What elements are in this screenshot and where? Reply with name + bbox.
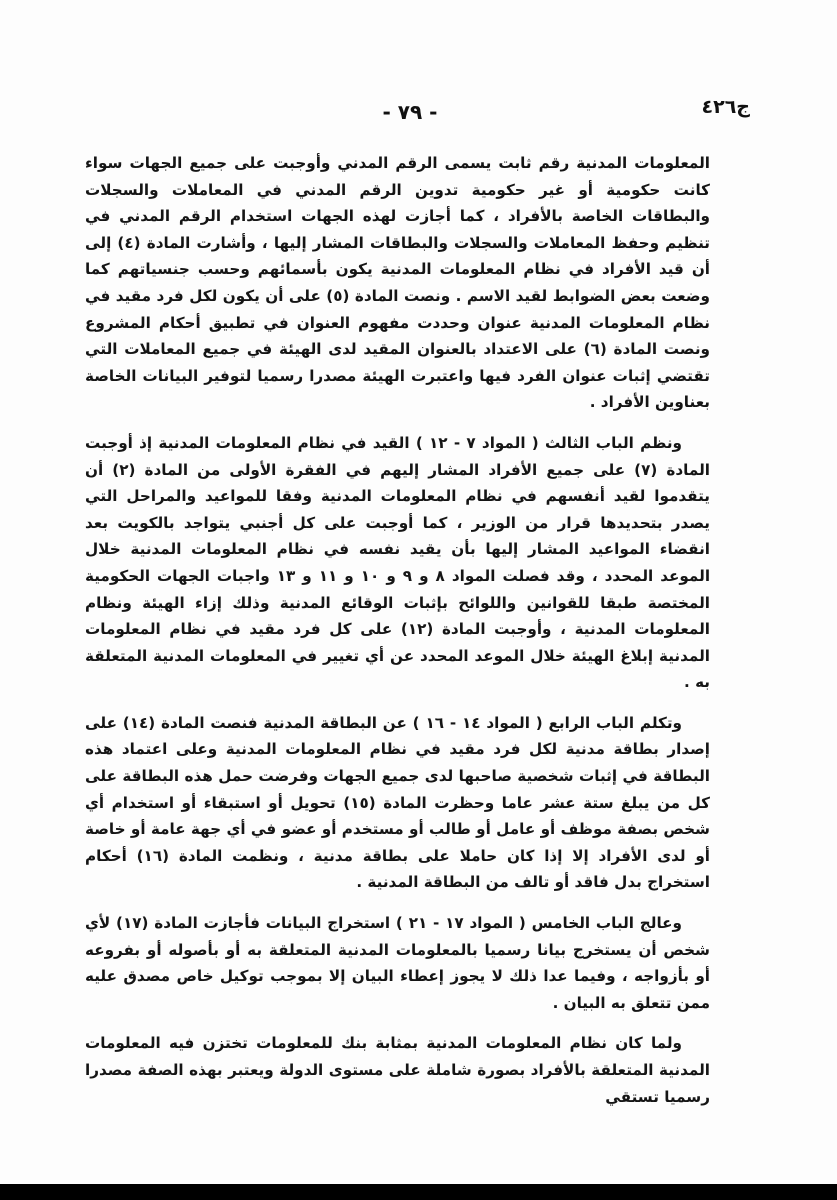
page-number: - ٧٩ - [382,100,438,124]
paragraph-civil-number: المعلومات المدنية رقم ثابت يسمى الرقم المدني وأوجبت على جميع الجهات سواء كانت حكومية أو غير حكومية تدوين الرقم المدني في المعاملات والسجلات والبطاقات الخاصة بالأفراد ، كما أجازت لهذه الجهات استخدام الرقم المدني في تنظيم وحفظ المعاملات والسجلات والبطاقات المشار إليها ، وأشارت المادة (٤) إلى أن قيد الأفراد في نظام المعلومات المدنية يكون بأسمائهم وحسب جنسياتهم كما وضعت بعض الضوابط لقيد الاسم . ونصت المادة (٥) على أن يكون لكل فرد مقيد في نظام المعلومات المدنية عنوان وحددت مفهوم العنوان في تطبيق أحكام المشروع ونصت المادة (٦) على الاعتداد بالعنوان المقيد لدى الهيئة في جميع المعاملات التي تقتضي إثبات عنوان الفرد فيها واعتبرت الهيئة مصدرا رسميا لتوفير البيانات الخاصة بعناوين الأفراد . [85,154,710,412]
document-body [85,150,710,1124]
scan-bottom-border [0,1184,837,1200]
page-header [90,96,750,136]
paragraph-information-bank: ولما كان نظام المعلومات المدنية بمثابة بنك للمعلومات تختزن فيه المعلومات المدنية المتعلقة بالأفراد بصورة شاملة على مستوى الدولة ويعتبر بهذه الصفة مصدرا رسميا تستقي [85,1034,710,1106]
page-reference: ج٤٢٦ [701,96,750,118]
paragraph-chapter-four: وتكلم الباب الرابع ( المواد ١٤ - ١٦ ) عن البطاقة المدنية فنصت المادة (١٤) على إصدار بطاقة مدنية لكل فرد مقيد في نظام المعلومات المدنية وعلى اعتماد هذه البطاقة في إثبات شخصية صاحبها لدى جميع الجهات وفرضت حمل هذه البطاقة على كل من يبلغ ستة عشر عاما وحظرت المادة (١٥) تحويل أو استبقاء أو استخدام أي شخص بصفة موظف أو عامل أو طالب أو مستخدم أو عضو في أي جهة عامة أو خاصة أو لدى الأفراد إلا إذا كان حاملا على بطاقة مدنية ، ونظمت المادة (١٦) أحكام استخراج بدل فاقد أو تالف من البطاقة المدنية . [85,713,711,892]
paragraph-chapter-five: وعالج الباب الخامس ( المواد ١٧ - ٢١ ) استخراج البيانات فأجازت المادة (١٧) لأي شخص أن يستخرج بيانا رسميا بالمعلومات المدنية المتعلقة به أو بأصوله أو بفروعه أو بأزواجه ، وفيما عدا ذلك لا يجوز إعطاء البيان إلا بموجب توكيل خاص مصدق عليه ممن تتعلق به البيان . [85,914,710,1012]
paragraph-chapter-three: ونظم الباب الثالث ( المواد ٧ - ١٢ ) القيد في نظام المعلومات المدنية إذ أوجبت المادة (٧) على جميع الأفراد المشار إليهم في الفقرة الأولى من المادة (٢) أن يتقدموا لقيد أنفسهم في نظام المعلومات المدنية وفقا للمواعيد والمراحل التي يصدر بتحديدها قرار من الوزير ، كما أوجبت على كل أجنبي يتواجد بالكويت بعد انقضاء المواعيد المشار إليها بأن يقيد نفسه في نظام المعلومات المدنية خلال الموعد المحدد ، وقد فصلت المواد ٨ و ٩ و ١٠ و ١١ و ١٣ واجبات الجهات الحكومية المختصة طبقا للقوانين واللوائح بإثبات الوقائع المدنية وذلك إزاء الهيئة ونظام المعلومات المدنية ، وأوجبت المادة (١٢) على كل فرد مقيد في نظام المعلومات المدنية إبلاغ الهيئة خلال الموعد المحدد عن أي تغيير في المعلومات المدنية المتعلقة به . [85,433,711,692]
